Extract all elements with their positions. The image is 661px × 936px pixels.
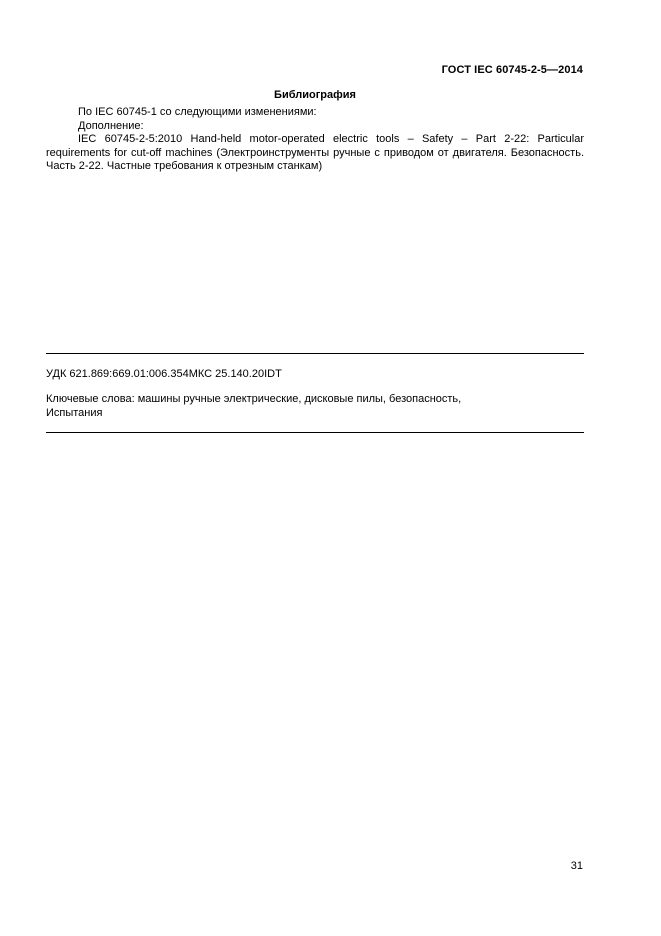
standard-code-header: ГОСТ IEC 60745-2-5—2014 <box>441 64 583 76</box>
mks-code: МКС 25.140.20 <box>188 368 265 380</box>
bibliography-reference: IEC 60745-2-5:2010 Hand-held motor-operated electric tools – Safety – Part 2-22: Particular requirements for cut-off machines (Электроинструменты ручные с приводом от двигателя. Безопасность. Часть 2-22. Частные требования к отрезным станкам) <box>46 133 584 173</box>
bottom-divider <box>46 432 584 433</box>
keywords-line: Ключевые слова: машины ручные электрические, дисковые пилы, безопасность, <box>46 393 462 405</box>
top-divider <box>46 353 584 354</box>
keywords-continuation: Испытания <box>46 406 103 419</box>
keywords-block <box>46 393 584 420</box>
classification-line <box>46 368 282 380</box>
page-number: 31 <box>570 860 583 872</box>
idt-marker: IDT <box>264 368 282 380</box>
bibliography-intro: По IEC 60745-1 со следующими изменениями: <box>78 106 317 118</box>
bibliography-title: Библиография <box>274 89 356 101</box>
bibliography-addition-label: Дополнение: <box>78 119 144 132</box>
udk-code: УДК 621.869:669.01:006.354 <box>46 368 189 380</box>
bibliography-body <box>46 106 584 174</box>
